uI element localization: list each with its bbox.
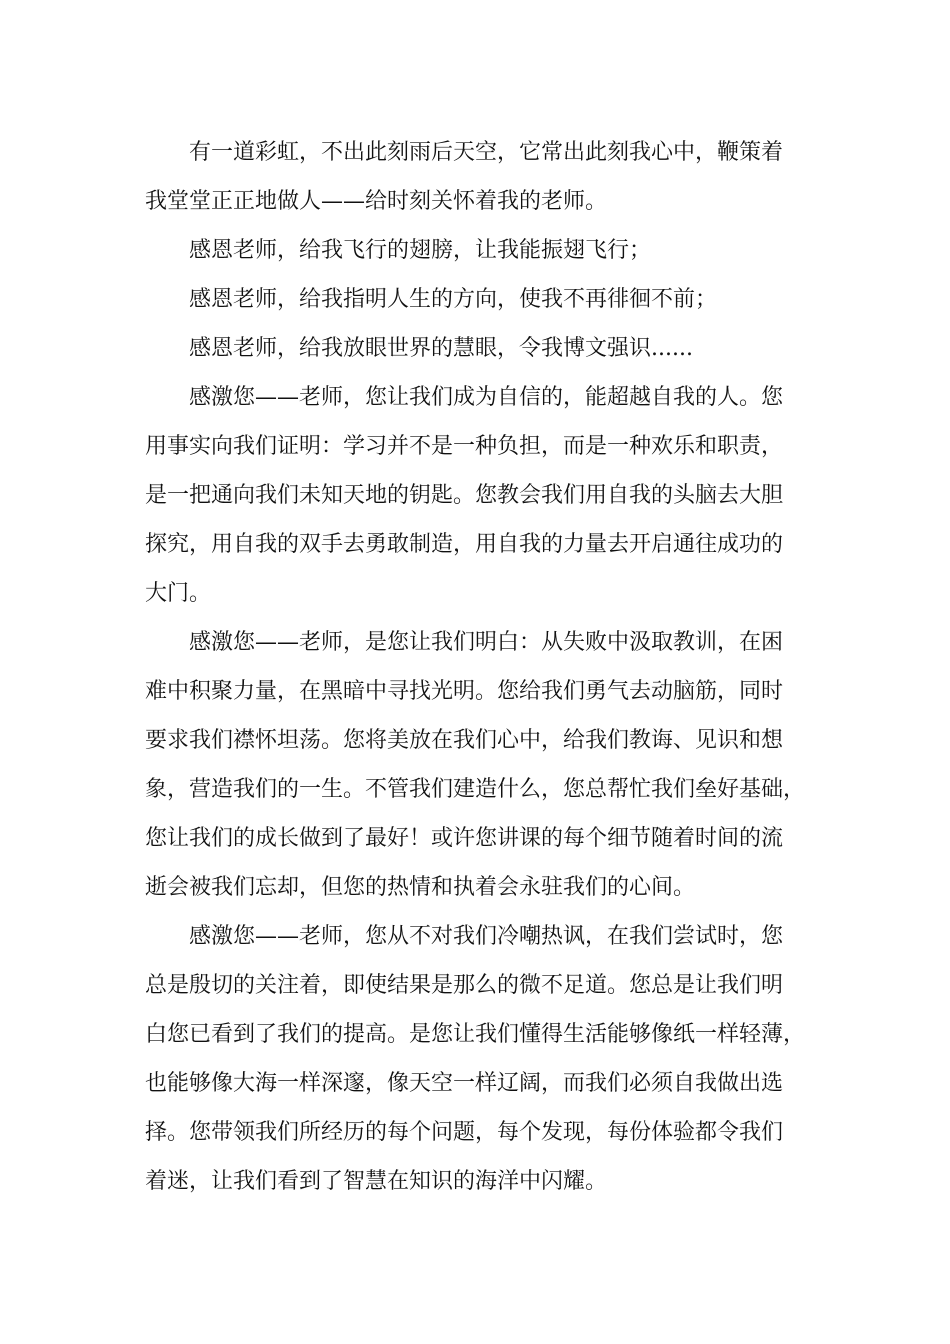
text-line: 我堂堂正正地做人——给时刻关怀着我的老师。 (145, 189, 608, 214)
text-line: 感激您——老师，您从不对我们冷嘲热讽，在我们尝试时，您 (189, 924, 784, 949)
paragraph-5 (145, 373, 809, 618)
text-line: 是一把通向我们未知天地的钥匙。您教会我们用自我的头脑去大胆 (145, 483, 784, 508)
text-line: 感恩老师，给我指明人生的方向，使我不再徘徊不前； (189, 287, 718, 312)
paragraph-4 (145, 324, 809, 373)
document-page (145, 128, 809, 1206)
paragraph-2 (145, 226, 809, 275)
paragraph-1 (145, 128, 809, 226)
text-line: 您让我们的成长做到了最好！或许您讲课的每个细节随着时间的流 (145, 826, 784, 851)
text-line: 象，营造我们的一生。不管我们建造什么，您总帮忙我们垒好基础， (145, 777, 806, 802)
text-line: 难中积聚力量，在黑暗中寻找光明。您给我们勇气去动脑筋，同时 (145, 679, 784, 704)
text-line: 白您已看到了我们的提高。是您让我们懂得生活能够像纸一样轻薄， (145, 1022, 806, 1047)
text-line: 着迷，让我们看到了智慧在知识的海洋中闪耀。 (145, 1169, 608, 1194)
paragraph-6 (145, 618, 809, 912)
text-line: 择。您带领我们所经历的每个问题，每个发现，每份体验都令我们 (145, 1120, 784, 1145)
text-line: 逝会被我们忘却，但您的热情和执着会永驻我们的心间。 (145, 875, 696, 900)
text-line: 大门。 (145, 581, 212, 606)
text-line: 要求我们襟怀坦荡。您将美放在我们心中，给我们教诲、见识和想 (145, 728, 784, 753)
text-line: 有一道彩虹，不出此刻雨后天空，它常出此刻我心中，鞭策着 (189, 140, 784, 165)
text-line: 也能够像大海一样深邃，像天空一样辽阔，而我们必须自我做出选 (145, 1071, 784, 1096)
text-line: 探究，用自我的双手去勇敢制造，用自我的力量去开启通往成功的 (145, 532, 784, 557)
text-line: 用事实向我们证明：学习并不是一种负担，而是一种欢乐和职责， (145, 434, 784, 459)
text-line: 感恩老师，给我飞行的翅膀，让我能振翅飞行； (189, 238, 652, 263)
paragraph-3 (145, 275, 809, 324)
paragraph-7 (145, 912, 809, 1206)
text-line: 感激您——老师，是您让我们明白：从失败中汲取教训，在困 (189, 630, 784, 655)
text-line: 感恩老师，给我放眼世界的慧眼，令我博文强识...... (189, 336, 693, 361)
text-line: 总是殷切的关注着，即使结果是那么的微不足道。您总是让我们明 (145, 973, 784, 998)
text-line: 感激您——老师，您让我们成为自信的，能超越自我的人。您 (189, 385, 784, 410)
